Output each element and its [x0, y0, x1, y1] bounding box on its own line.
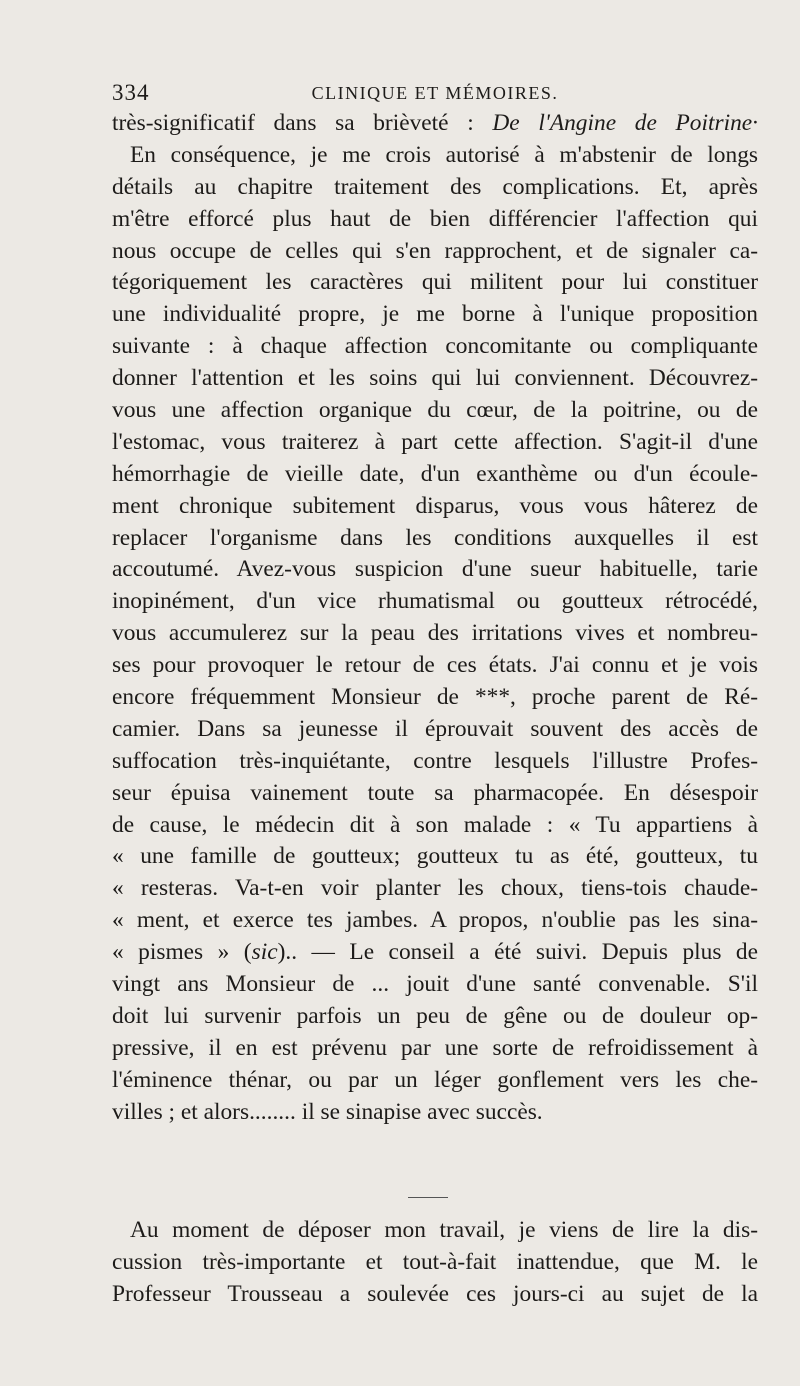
- text-line: nous occupe de celles qui s'en rapprochent, et de signaler ca-: [112, 237, 758, 264]
- text-line-last: villes ; et alors........ il se sinapise avec succès.: [112, 1098, 543, 1125]
- text-line: encore fréquemment Monsieur de ***, proche parent de Ré-: [112, 684, 758, 711]
- text-line: « ment, et exerce tes jambes. A propos, n'oublie pas les sina-: [112, 907, 758, 934]
- text-line: ment chronique subitement disparus, vous vous hâterez de: [112, 492, 758, 519]
- text-line: hémorrhagie de vieille date, d'un exanthème ou d'un écoule-: [112, 460, 758, 487]
- text-line: cussion très-importante et tout-à-fait inattendue, que M. le: [112, 1248, 758, 1275]
- text-line: inopinément, d'un vice rhumatismal ou goutteux rétrocédé,: [112, 588, 758, 615]
- page-number: 334: [112, 80, 150, 105]
- book-title-italic: De l'Angine de Poitrine·: [492, 110, 758, 136]
- text-line: accoutumé. Avez-vous suspicion d'une sueur habituelle, tarie: [112, 556, 758, 583]
- text-segment: ).. — Le conseil a été suivi. Depuis plus de: [277, 939, 758, 966]
- running-title: CLINIQUE ET MÉMOIRES.: [311, 83, 559, 103]
- text-line: Au moment de déposer mon travail, je viens de lire la dis-: [130, 1217, 758, 1243]
- text-segment: « pismes » (: [112, 939, 252, 966]
- text-line: pressive, il en est prévenu par une sorte de refroidissement à: [112, 1034, 758, 1061]
- text-line: « une famille de goutteux; goutteux tu as été, goutteux, tu: [112, 843, 758, 870]
- paragraph-main: [112, 108, 758, 1129]
- text-line: l'éminence thénar, ou par un léger gonflement vers les che-: [112, 1066, 758, 1093]
- text-line: vous une affection organique du cœur, de la poitrine, ou de: [112, 397, 758, 424]
- text-line: [112, 108, 758, 140]
- text-line: une individualité propre, je me borne à l'unique proposition: [112, 301, 758, 328]
- text-line: ses pour provoquer le retour de ces états. J'ai connu et je vois: [112, 652, 758, 679]
- text-line: suivante : à chaque affection concomitante ou compliquante: [112, 333, 758, 360]
- text-line: vingt ans Monsieur de ... jouit d'une santé convenable. S'il: [112, 971, 758, 998]
- text-line: [112, 937, 758, 969]
- page-header: [112, 80, 758, 110]
- text-line: vous accumulerez sur la peau des irritations vives et nombreu-: [112, 620, 758, 647]
- paragraph-second: [112, 1215, 758, 1311]
- text-line: « resteras. Va-t-en voir planter les choux, tiens-tois chaude-: [112, 875, 758, 902]
- text-line: doit lui survenir parfois un peu de gêne ou de douleur op-: [112, 1002, 758, 1029]
- text-line: détails au chapitre traitement des complications. Et, après: [112, 173, 758, 200]
- text-line: Professeur Trousseau a soulevée ces jours-ci au sujet de la: [112, 1280, 758, 1307]
- text-line: de cause, le médecin dit à son malade : « Tu appartiens à: [112, 811, 758, 838]
- sic-italic: sic: [251, 939, 278, 966]
- text-line: En conséquence, je me crois autorisé à m'abstenir de longs: [130, 141, 758, 168]
- text-line: tégoriquement les caractères qui militent pour lui constituer: [112, 269, 758, 296]
- text-line: suffocation très-inquiétante, contre lesquels l'illustre Profes-: [112, 747, 758, 774]
- text-line: camier. Dans sa jeunesse il éprouvait souvent des accès de: [112, 715, 758, 742]
- text-line: l'estomac, vous traiterez à part cette affection. S'agit-il d'une: [112, 428, 758, 455]
- text-segment: très-significatif dans sa brièveté :: [112, 110, 493, 136]
- text-line: m'être efforcé plus haut de bien différencier l'affection qui: [112, 205, 758, 232]
- text-line: replacer l'organisme dans les conditions auxquelles il est: [112, 524, 758, 551]
- section-separator: [408, 1197, 448, 1198]
- text-line: donner l'attention et les soins qui lui conviennent. Découvrez-: [112, 365, 758, 392]
- text-line: seur épuisa vainement toute sa pharmacopée. En désespoir: [112, 779, 758, 806]
